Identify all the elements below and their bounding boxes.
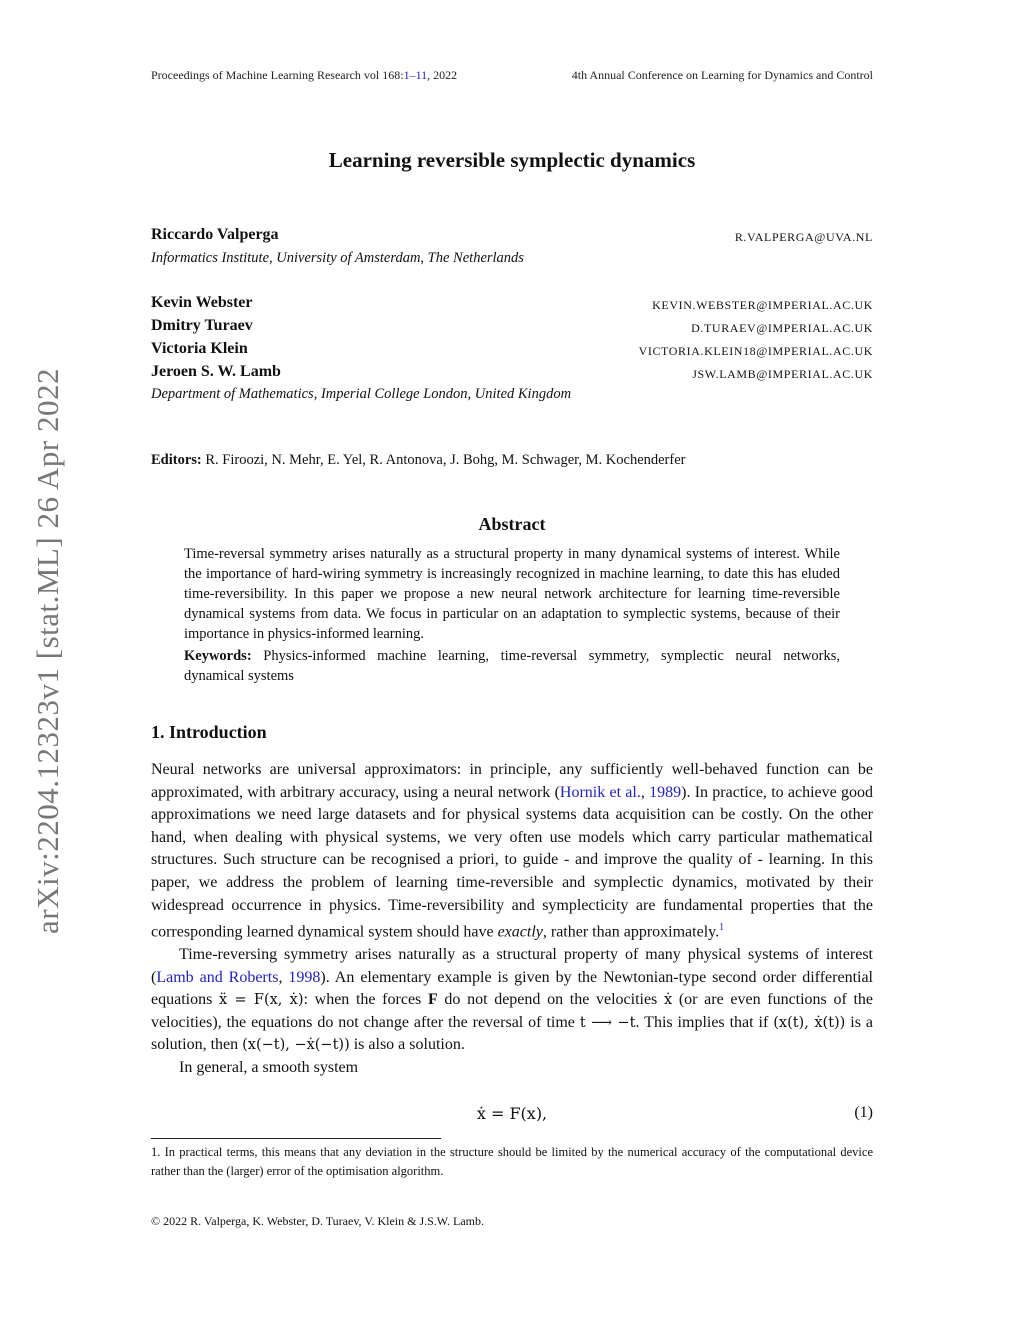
- introduction-body: [151, 759, 873, 1080]
- text-run: do not depend on the velocities: [437, 991, 664, 1009]
- text-run: ,: [278, 968, 289, 986]
- equation-number: (1): [854, 1104, 873, 1121]
- header-page-range-link[interactable]: 1–11: [403, 68, 428, 82]
- inline-math: t ⟶ −t: [579, 1014, 636, 1031]
- citation-link[interactable]: Hornik et al.: [559, 783, 641, 801]
- keywords-text: Physics-informed machine learning, time-reversal symmetry, symplectic neural networks, dynamical systems: [184, 648, 841, 684]
- copyright-notice: © 2022 R. Valperga, K. Webster, D. Turaev, V. Klein & J.S.W. Lamb.: [151, 1214, 484, 1228]
- equation-body: ẋ = F(x),: [476, 1104, 548, 1123]
- footnote-rule: [151, 1138, 441, 1139]
- arxiv-sidebar-stamp: arXiv:2204.12323v1 [stat.ML] 26 Apr 2022: [30, 368, 65, 934]
- running-header-left: [151, 68, 457, 83]
- inline-math: ẋ: [663, 992, 673, 1009]
- paper-title: Learning reversible symplectic dynamics: [328, 148, 696, 172]
- abstract-text: Time-reversal symmetry arises naturally as a structural property in many dynamical systems of interest. While the importance of hard-wiring symmetry is increasingly recognized in machine learning, to date this has eluded time-reversibility. In this paper we propose a new neural network architecture for learning time-reversible dynamical systems from data. We focus in particular on an adaptation to symplectic systems, because of their importance in physics-informed learning.: [184, 546, 840, 642]
- text-run: . This implies that if: [635, 1013, 774, 1031]
- author-email[interactable]: VICTORIA.KLEIN18@IMPERIAL.AC.UK: [638, 344, 873, 358]
- author-email[interactable]: R.VALPERGA@UVA.NL: [734, 230, 873, 244]
- text-run: ). An elementary example is given by the Newtonian-type second order differential equations: [151, 968, 874, 1009]
- text-run: is also a solution.: [349, 1036, 465, 1054]
- citation-year-link[interactable]: 1989: [649, 783, 682, 801]
- paragraph: [151, 759, 873, 944]
- editors-names: R. Firoozi, N. Mehr, E. Yel, R. Antonova, J. Bohg, M. Schwager, M. Kochenderfer: [205, 452, 686, 468]
- citation-link[interactable]: Lamb and Roberts: [156, 968, 279, 986]
- keywords-line: [184, 646, 840, 686]
- author-name: Riccardo Valperga: [151, 226, 279, 243]
- abstract-body: [184, 544, 840, 686]
- paragraph: In general, a smooth system: [179, 1059, 359, 1077]
- running-header-right: 4th Annual Conference on Learning for Dynamics and Control: [571, 68, 873, 82]
- inline-math: ẍ = F(x, ẋ): [219, 992, 304, 1009]
- text-run: Time-reversing symmetry arises naturally as a structural property of many physical systems of interest (: [151, 946, 873, 986]
- paragraph: [151, 944, 873, 1057]
- section-heading: 1. Introduction: [151, 722, 267, 742]
- keywords-label: Keywords:: [184, 648, 252, 664]
- author-name: Dmitry Turaev: [151, 317, 253, 334]
- abstract-heading: Abstract: [478, 514, 546, 534]
- text-run: Neural networks are universal approximators: in principle, any sufficiently well-behaved function can be approximated, with arbitrary accuracy, using a neural network (: [151, 761, 873, 801]
- emphasis: exactly: [497, 923, 543, 941]
- author-affiliation: Department of Mathematics, Imperial College London, United Kingdom: [151, 386, 572, 402]
- inline-math: F: [427, 991, 438, 1009]
- inline-math: (x(−t), −ẋ(−t)): [242, 1037, 350, 1054]
- author-email[interactable]: D.TURAEV@IMPERIAL.AC.UK: [691, 321, 873, 335]
- footnote: 1. In practical terms, this means that any deviation in the structure should be limited by the numerical accuracy of the computational device rather than the (larger) error of the optimisation algorithm.: [151, 1145, 873, 1178]
- author-email[interactable]: JSW.LAMB@IMPERIAL.AC.UK: [692, 367, 873, 381]
- author-email[interactable]: KEVIN.WEBSTER@IMPERIAL.AC.UK: [652, 298, 873, 312]
- text-run: : when the forces: [303, 991, 428, 1009]
- author-name: Kevin Webster: [151, 294, 253, 311]
- author-name: Jeroen S. W. Lamb: [151, 363, 281, 380]
- text-run: ,: [640, 783, 650, 801]
- header-proceedings: Proceedings of Machine Learning Research vol 168:: [151, 68, 404, 82]
- inline-math: (x(t), ẋ(t)): [773, 1014, 846, 1031]
- footnote-marker-link[interactable]: 1: [719, 922, 725, 934]
- author-affiliation: Informatics Institute, University of Amsterdam, The Netherlands: [151, 250, 524, 266]
- text-run: , rather than approximately.: [542, 923, 720, 941]
- header-year: , 2022: [427, 68, 458, 82]
- text-run: ). In practice, to achieve good approximations we need large datasets and for physical systems data acquisition can be costly. On the other hand, when dealing with physical systems, we very often use models which carry particular mathematical structures. Such structure can be recognised a priori, to guide - and improve the quality of - learning. In this paper, we address the problem of learning time-reversible and symplectic dynamics, motivated by their widespread occurrence in physics. Time-reversibility and symplecticity are fundamental properties that the corresponding learned dynamical system should have: [151, 783, 874, 941]
- text-run: (or are even functions of the velocities), the equations do not change after the reversal of time: [151, 991, 874, 1031]
- citation-year-link[interactable]: 1998: [288, 968, 321, 986]
- display-equation: [151, 1104, 873, 1123]
- editors-label: Editors:: [151, 452, 202, 468]
- editors-line: [151, 452, 685, 469]
- author-name: Victoria Klein: [151, 340, 248, 357]
- text-run: is a solution, then: [151, 1013, 873, 1054]
